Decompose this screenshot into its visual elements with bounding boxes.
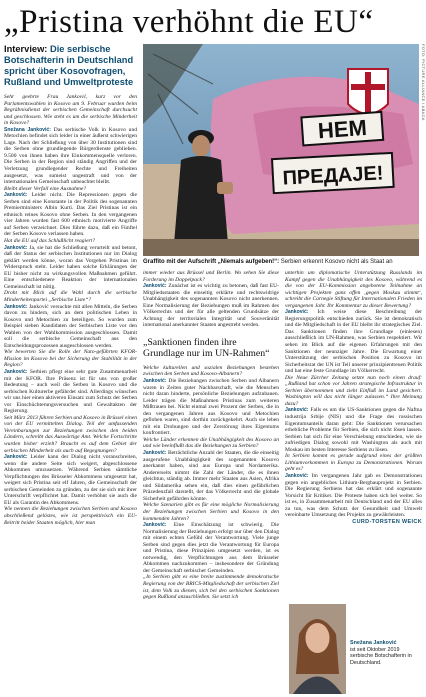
answer (143, 283, 279, 329)
intro-question: Sehr geehrte Frau Janković, kurz vor den Parlamentswahlen in Kosovo am 9. Februar wurden beim Begräbnisdienst der serbischen Gemeinschaft durchsucht und geschlossen. Wie steht es um die serbische Minderheit in Kosovo? (4, 94, 137, 127)
speaker-label: Janković: (285, 309, 309, 316)
answer (4, 304, 137, 350)
portrait-photo (289, 604, 346, 694)
subheadline: „Sanktionen finden ihre Grundlage nur im UN-Rahmen“ (143, 336, 270, 359)
question: „In Serbien gibt es eine breite zustimmende demokratische Regierung von der BRICS-Mitgliedschaft der serbischen Ziel ist, dem Volk zu dienen, sich bei den serbischen Sanktionen gegen Rußland anzuschließen. Sie setzt ich (143, 574, 279, 601)
graffiti-photo (143, 44, 419, 256)
portrait-name: Snežana Janković (350, 640, 397, 646)
headline: „Pristina verhöhnt die EU“ (4, 4, 374, 40)
question: Welche Szenarien gibt es für eine mögliche Normalisierung der Beziehungen zwischen Serbien und Kosovo in den kommenden Jahren? (143, 502, 279, 522)
speaker-label: Janković: (4, 192, 28, 199)
question: Wie nennen die Beziehungen zwischen Serbien und Kosovo abschließend gelöstes, wie ist perspektivisch ein EU-Beitritt beider Staaten möglich, hier man (4, 506, 137, 526)
question: immer wieder aus Brüssel und Berlin. Wo sehen Sie diese Forderung im Doppelpack? (143, 270, 279, 283)
question: In Serbien kommt es gerade aufgrund eines der größten Lithiumvorkommen in Europa zu Demonstrationen. Worum geht es? (285, 453, 422, 473)
speaker-label: Janković: (143, 450, 167, 457)
speaker-label: Janković: (4, 244, 28, 251)
lead (4, 44, 137, 88)
answer-text: Leider nicht. Die Repressionen gegen die Serben sind eine Konstante in der Politik des sogenannten Premierministers Albin Kurti. Das Ziel Pristinas ist ein ethnisch reines Kosovo ohne Serben. In den vergangenen vier Jahren wurden fast 600 ethnisch motivierte Angriffe auf Serben verzeichnet. Dies führte dazu, daß ein Fünftel der Serben Kosovo verlassen haben. (4, 192, 137, 238)
answer-text: Im vergangenen Jahr gab es Demonstrationen gegen ein angebliches Lithium-Bergbauprojekt in Serbien. Die Regierung Serbiens hat das erklärt und sogenannte Vorsicht für Kritiker. Die Proteste haben sich bei weiter. So ist es, in Zusammenarbeit mit Deutschland und der EU alles zu tun, was dem Schutz der Gesundheit und Umwelt vereinbarte Umsetzung des Projekts zu gewährleisten. (285, 472, 422, 519)
answer-text: Zunächst ist es wichtig zu betonen, daß fast EU-Mitgliedsstaaten die einseitig erklärte und rechtswidrige Unabhängigkeit des sogenannten Kosovo nicht anerkennen. Eine Normalisierung der Beziehungen muß im Rahmen des Völkerrechts und der für alle geltenden Grundsätze der Achtung der territorialen Integrität und Souveränität international anerkannter Staaten angestrebt werden. (143, 283, 279, 329)
answer-text: Leider kann der Dialog nicht voranschreiten, wenn die andere Seite sich weigert, abgeschlossene Abkommen umzusetzen. Während Serbien sämtliche Verpflichtungen des Brüsseler Abkommens umgesetzt hat, weigert sich Pristina seit elf Jahren, die Gemeinschaft der serbischen Gemeinden zu gründen, zu der sie sich mit ihrer Unterschrift verpflichtet hat. Damit verhöhnt sie auch die EU als Garantin des Abkommens. (4, 454, 137, 506)
speaker-label: Janković: (143, 378, 167, 385)
question: Wie bewerten Sie die Rolle der Nato-geführten KFOR-Mission im Kosovo bei der Sicherung der Stabilität in der Region? (4, 349, 137, 369)
question: Droht mit Blick auf die Wahl durch die serbische Minderheitenpartei „Serbische Liste“? (4, 290, 137, 303)
answer (4, 369, 137, 415)
answer-text: Eine Einschätzung ist schwierig. Die Normalisierung der Beziehungen erfolgt nur über den Dialog mit einem echten Gefühl der Verantwortung. Viele junge Serben sind gegen dies jetzt die Verantwortung für Europa und Pristina, diese Prinzipien umgesetzt werden, ist es notwendig, den Verpflichtungen aus dem Brüsseler Abkommen nachzukommen – insbesondere der Gründung der Gemeinschaft serbischer Gemeinden. (143, 522, 279, 574)
answer-text: Serbien pflegt eine sehr gute Zusammenarbeit mit der KFOR. Ihre Präsenz ist für uns von großer Bedeutung – auch weil die Serben in Kosovo und die serbischen Kulturerbe gefährdet sind. Allerdings wünschen wir uns hier einen aktiveren Einsatz zum Schutz der Serben vor Einschüchterungsversuchen und Gewaltakten der Regierung. (4, 368, 137, 415)
speaker-label: Janković: (143, 522, 167, 529)
byline: CURD-TORSTEN WEICK (352, 518, 422, 525)
answer (4, 192, 137, 238)
answer-text: Die Beziehungen zwischen Serben und Albanern waren in Zeiten guter Nachbarschaft, wie die Menschen nicht daran hinderte, persönliche Beziehungen aufzubauen. Leider trägen die Maßnahmen Pristinas zum weiteren Mißtrauen bei. Nicht einmal zwei Prozent der Serben, die in den vergangenen Jahren aus Kosovo und Metochien geflohen waren, sind dorthin zurückgekehrt. Auch sie leben mit ein Drohungen und der Zerstörung ihres Eigentums konfrontiert. (143, 378, 280, 437)
speaker-label: Snežana Janković: (4, 126, 51, 133)
speaker-label: Janković: (285, 407, 309, 414)
caption-text: Serbien erkennt Kosovo nicht als Staat an (279, 259, 393, 265)
speaker-label: Janković: (4, 454, 28, 461)
column-3 (285, 270, 422, 525)
graffiti-photo-illustration (143, 44, 419, 256)
portrait-caption (350, 640, 422, 666)
speaker-label: Janković: (143, 283, 167, 290)
lead-kicker: Interview: (4, 44, 48, 54)
answer (143, 378, 279, 437)
portrait-illustration (289, 604, 346, 694)
answer-text: Ich weise diese Beschreibung der Regierungspolitik entschieden zurück. Sie ist demokratisch und die Mitgliedschaft in der EU bleibt ihr strategisches Ziel. Das Sanktionen finden ihre Grundlage (einlesen) ausschließlich im UN-Rahmen, was Serbien respektiert. Wir sehen im Blick auf die eigenen Erfahrungen mit den Sanktionen der neunziger Jahre. Die Erwartung einer Unterstützung der serbischen Position zu Kosovo im Sicherheitsrat der UN ist Teil unserer prinzipientreuen Politik und hat eine feste Grundlage im Völkerrecht. (285, 309, 422, 375)
answer (143, 522, 279, 574)
answer (285, 309, 422, 374)
speaker-label: Janković: (4, 303, 28, 310)
question: unterhin um diplomatische Unterstützung Russlands im Kampf gegen die Unabhängigkeit des Kosovo, während es die von der EU-Kommission angebotene Teilnahme an wichtigen Projekten ganz offen ‚gegen Moskau stimmt‘, schreibt die Carnegie Stiftung für Internationalen Frieden im vergangenen Jahr. Ihr Kommentar zu dieser Bewertung? (285, 270, 422, 309)
question: Welche Länder erkennen die Unabhängigkeit des Kosovo an und wie beeinflußt das die Beziehungen zu Serbien? (143, 436, 279, 450)
portrait-text: ist seit Oktober 2019 serbische Botschafterin in Deutschland. (350, 646, 412, 666)
column-1 (4, 44, 137, 526)
photo-caption (143, 258, 419, 267)
photo-credit: FOTO: PICTURE ALLIANCE / ABACA (421, 44, 426, 121)
answer (285, 407, 422, 453)
answer-text: Das serbische Volk in Kosovo und Metochien befindet sich leider in einer äußerst schwierigen Lage. Nach der Schließung von über 30 Institutionen sind die Serben ohne grundlegende Bürgerdienste geblieben. 9.500 von ihnen haben ihre Einkommensquelle verloren. Die Serben in der Region sind ständig Angriffen und der Verletzung grundlegender Rechte und Freiheiten ausgesetzt, was sumeist ungestraft und von der internationalen Gemeinschaft unbeachtet bleibt. (4, 126, 137, 186)
speaker-label: Janković: (285, 472, 309, 479)
graffiti-text-1: НЕМ (317, 114, 368, 144)
answer (4, 454, 137, 506)
answer-text: Ja, sie hat die Schließung verurteilt und betont, daß der Status der serbischen Institutionen nur im Dialog geklärt werden könne, woran das Vorgehen Pristinas im Widerspruch steht. Leider haben solche Erklärungen der EU bisher nicht zu wirkungsvollen Maßnahmen geführt. Eine entschiedenere Reaktion der internationalen Gemeinschaft ist nötig. (4, 244, 137, 290)
question: Welche kulturellen und sozialen Beziehungen bestehen zwischen den Serben und Kosovo-Albanern? (143, 364, 279, 378)
graffiti-text-2: ПРЕДАЈЕ! (282, 162, 384, 190)
column-2 (143, 270, 279, 601)
question: Seit März 2013 führen Serbien und Kosovo in Brüssel einen von der EU vermittelten Dialog. Teil der umfassenden Vereinbarungen zur Beziehungen zwischen den beiden Ländern, schreibt das Auswärtige Amt. Welche Fortschritte wurden bisher erzielt? Braucht es auf dem Gebiet der serbischen Minderheit als auch auf Begegnungen? (4, 414, 137, 454)
caption-bold: Graffito mit der Aufschrift „Niemals aufgeben!“: (143, 259, 280, 265)
speaker-label: Janković: (4, 368, 28, 375)
lead-text: Die serbische Botschafterin in Deutschland spricht über Kosovofragen, Rußland und Umweltproteste (4, 44, 134, 87)
answer (285, 473, 422, 519)
question: Bleibt dieser Verfall eine Ausnahme? (4, 185, 87, 192)
answer-text: Janković versuchte mit allen Mitteln, die Serben davon zu hindern, sich an dem politischen Leben in Kosovo und Metochien zu beteiligen. So wurden zum Beispiel sieben Kandidaten der Serbischen Liste vor den Wahlen von der Wahlkommission ausgeschlossen. Damit soll die serbische Gemeinschaft aus den Entscheidungsprozessen ausgeschlossen werden. (4, 303, 137, 349)
answer-text: Falls es um die US-Sanktionen gegen die Naftna industrija Srbije (NIS) und die Frage des russischen Eigentumsanteils daran geht: Die Sanktionen verursachen erhebliche Probleme für Serbien, die sich nicht lösen lassen. Serbien hat sich für eine Verschiebung entschieden, wie sie zufriedigen Dialog sowohl mit Washington als auch mit Moskau im besten Interesse Serbiens zu lösen. (285, 407, 422, 453)
answer (4, 127, 137, 186)
answer (143, 450, 279, 502)
answer-text: Beträchtliche Anzahl der Staaten, die die einseitig ausgerufene Unabhängigkeit des sogenannten Kosovo anerkannt haben, sind aus Europa und Nordamerika. Andererseits nimmt die Zahl der Länder, die es ihnen gleichtun, ständig ab. Immer mehr Staaten aus Asien, Afrika und Südamerika sehen ein, daß dies einen gefährlichen Präzedenzfall darstellt, der das Völkerrecht und die globale Sicherheit gefährden könnte. (143, 450, 280, 502)
answer (4, 245, 137, 291)
question: Die Neue Zürcher Zeitung setzte nun noch einen drauf: „Rußland hat schon vor Jahren strategische Infrastruktur in Serbien übernommen und zieht Einfluß im Land gesichert. Washington will das nicht länger zulassen.“ Ihre Meinung dazu? (285, 374, 422, 407)
question: Hat die EU auf das Schlußlicht reagiert? (4, 238, 95, 245)
